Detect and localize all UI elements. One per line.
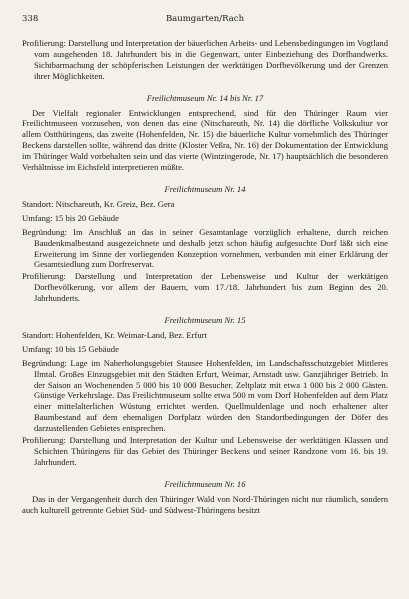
museum-14-umfang: Umfang: 15 bis 20 Gebäude bbox=[22, 212, 119, 223]
museum-14-begruendung: Begründung: Im Anschluß an das in seiner Gesamtanlage vorzüglich erhaltene, durch reichen Baudenkmalbestand ausgezeichnete und deshalb jetzt schon häufig aufgesuchte Dorf läßt sich eine Erweiterung im Sinne der vorliegenden Konzeption vornehmen, verbunden mit einer Erklärung der Gesamtsiedlung zum Dorfreservat. bbox=[22, 226, 388, 270]
running-head: Baumgarten/Rach bbox=[165, 14, 245, 24]
museum-15-profilierung: Profilierung: Darstellung und Interpretation der Kultur und Lebensweise der werktätigen Klassen und Schichten Thüringens für das Gebiet des Thüringer Beckens und seiner Randzone vom 16. bis 19. Jahrhundert. bbox=[22, 435, 388, 467]
page-number: 338 bbox=[22, 14, 39, 24]
section-heading-16: Freilichtmuseum Nr. 16 bbox=[164, 478, 246, 489]
intro-profilierung: Profilierung: Darstellung und Interpretation der bäuerlichen Arbeits- und Lebensbedingungen im Vogtland vom ausgehenden 18. Jahrhundert bis in die Gegenwart, unter Einbeziehung des Dorfhandwerks. Sichtbarmachung der schöpferischen Leistungen der werktätigen Dorfbevölkerung und der Grenzen ihrer Möglichkeiten. bbox=[22, 38, 388, 81]
museum-15-umfang: Umfang: 10 bis 15 Gebäude bbox=[22, 343, 119, 354]
page-header bbox=[22, 13, 388, 25]
museum-14-standort: Standort: Nitschareuth, Kr. Greiz, Bez. Gera bbox=[22, 198, 175, 209]
museum-15-begruendung: Begründung: Lage im Naherholungsgebiet Stausee Hohenfelden, im Landschaftsschutzgebiet Mittleres Ilmtal. Großes Einzugsgebiet mit den Städten Erfurt, Weimar, Arnstadt usw. Ganzjähriger Betrieb. In der Saison an Wochenenden 5 000 bis 10 000 Besucher. Zeltplatz mit etwa 1 000 bis 2 000 Gästen. Günstige Verkehrslage. Das Freilichtmuseum sollte etwa 500 m vom Dorf Hohenfelden auf dem Platz einer mittelalterlichen Wüstung errichtet werden. Quellmuldenlage und noch erhaltener alter Baumbestand auf dem ehemaligen Dorfplatz würden den Standortbedingungen der Döfer des darzustellenden Gebietes entsprechen. bbox=[22, 357, 388, 434]
section-heading-14: Freilichtmuseum Nr. 14 bbox=[164, 183, 246, 194]
section-heading-15: Freilichtmuseum Nr. 15 bbox=[164, 315, 246, 326]
section-heading-14-17: Freilichtmuseum Nr. 14 bis Nr. 17 bbox=[146, 92, 264, 103]
museum-15-standort: Standort: Hohenfelden, Kr. Weimar-Land, Bez. Erfurt bbox=[22, 329, 207, 340]
page-body bbox=[22, 38, 388, 516]
overview-paragraph: Der Vielfalt regionaler Entwicklungen entsprechend, sind für den Thüringer Raum vier Freilichtmuseen vorzusehen, von denen das eine (Nitschareuth, Nr. 14) die dörfliche Volkskultur vor allem Ostthüringens, das zweite (Hohenfelden, Nr. 15) die bäuerliche Kultur vornehmlich des Thüringer Beckens darstellen sollte, während das dritte (Kloster Veßra, Nr. 16) der Dokumentation der Entwicklung im Thüringer Wald vorbehalten sein und das vierte (Wintzingerode, Nr. 17) hauptsächlich die besonderen Verhältnisse im Eichsfeld interpretieren müßte. bbox=[22, 107, 388, 173]
museum-14-profilierung: Profilierung: Darstellung und Interpretation der Lebensweise und Kultur der werktätigen Dorfbevölkerung, vor allem der Bauern, vom 17./18. Jahrhundert bis zum Beginn des 20. Jahrhunderts. bbox=[22, 271, 388, 304]
museum-16-paragraph: Das in der Vergangenheit durch den Thüringer Wald von Nord-Thüringen nicht nur räumlich, sondern auch kulturell getrennte Gebiet Süd- und Südwest-Thüringens besitzt bbox=[22, 493, 388, 515]
